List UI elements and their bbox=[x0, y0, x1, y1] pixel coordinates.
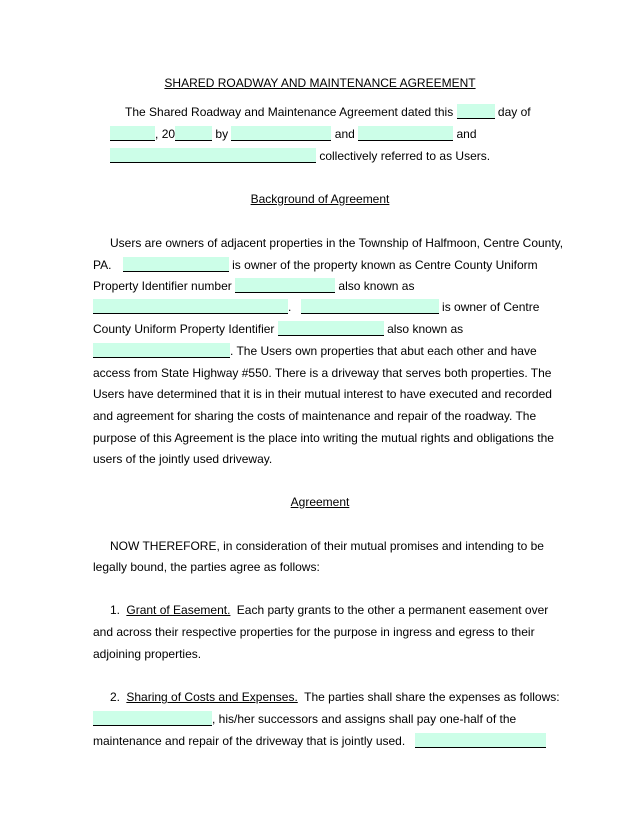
item-1-line-2: and across their respective properties for the purpose in ingress and egress to their bbox=[93, 625, 535, 639]
item-2-title: Sharing of Costs and Expenses. bbox=[126, 690, 298, 704]
background-line-7: access from State Highway #550. There is a driveway that serves both properties. The bbox=[93, 366, 552, 380]
item-2-line-1 bbox=[110, 689, 560, 705]
background-line-9: and agreement for sharing the costs of maintenance and repair of the roadway. The bbox=[93, 409, 537, 423]
document-title: SHARED ROADWAY AND MAINTENANCE AGREEMENT bbox=[164, 76, 476, 90]
aka-text-2: also known as bbox=[387, 322, 464, 336]
background-line-1: Users are owners of adjacent properties in the Township of Halfmoon, Centre County, bbox=[110, 236, 564, 250]
item-1-title: Grant of Easement. bbox=[126, 603, 231, 617]
background-line-3 bbox=[93, 278, 414, 294]
owner-1-field[interactable] bbox=[123, 257, 229, 272]
item-2-line-2 bbox=[93, 711, 516, 727]
owner-2-text: is owner of Centre bbox=[442, 300, 540, 314]
party-3-field[interactable] bbox=[110, 148, 316, 163]
comma-text: , bbox=[155, 127, 159, 141]
maintenance-text: maintenance and repair of the driveway that is jointly used. bbox=[93, 734, 406, 748]
now-therefore-line-1: NOW THEREFORE, in consideration of their mutual promises and intending to be bbox=[110, 539, 544, 553]
party-2-field[interactable] bbox=[358, 126, 453, 141]
successor-party-field[interactable] bbox=[93, 711, 212, 726]
now-therefore-line-2: legally bound, the parties agree as follows: bbox=[93, 560, 320, 574]
background-heading: Background of Agreement bbox=[250, 192, 390, 206]
intro-line-2 bbox=[110, 126, 477, 142]
aka-text-1: also known as bbox=[338, 279, 415, 293]
background-line-6 bbox=[93, 343, 537, 359]
continuation-field[interactable] bbox=[415, 733, 546, 748]
upi-2-field[interactable] bbox=[278, 321, 384, 336]
collective-text: collectively referred to as Users. bbox=[319, 149, 491, 163]
upi-text-1: Property Identifier number bbox=[93, 279, 232, 293]
owner-1-text: is owner of the property known as Centre County Uniform bbox=[232, 258, 538, 272]
year-field[interactable] bbox=[175, 126, 212, 141]
item-2-text: The parties shall share the expenses as follows: bbox=[304, 690, 560, 704]
background-line-11: users of the jointly used driveway. bbox=[93, 452, 273, 466]
item-1-text: Each party grants to the other a permanent easement over bbox=[236, 603, 549, 617]
and-text-2: and bbox=[456, 127, 477, 141]
intro-line-1 bbox=[125, 104, 531, 120]
item-1-number: 1. bbox=[110, 603, 121, 617]
item-2-number: 2. bbox=[110, 690, 121, 704]
intro-line-3 bbox=[110, 148, 490, 164]
party-1-field[interactable] bbox=[231, 126, 331, 141]
item-2-line-3 bbox=[93, 733, 546, 749]
item-1-line-1 bbox=[110, 602, 548, 618]
aka-1-field[interactable] bbox=[93, 299, 288, 314]
background-line-10: purpose of this Agreement is the place into writing the mutual rights and obligations the bbox=[93, 431, 554, 445]
year-prefix: 20 bbox=[161, 127, 176, 141]
day-of-text: day of bbox=[497, 105, 531, 119]
background-line-8: Users have determined that it is in their mutual interest to have executed and recorded bbox=[93, 387, 552, 401]
background-line-2 bbox=[93, 257, 538, 273]
background-line-4 bbox=[93, 299, 539, 315]
abut-text: . The Users own properties that abut each other and have bbox=[230, 344, 537, 358]
agreement-heading: Agreement bbox=[290, 495, 350, 509]
background-line-5 bbox=[93, 321, 463, 337]
period-text: . bbox=[288, 300, 292, 314]
item-1-line-3: adjoining properties. bbox=[93, 647, 202, 661]
owner-2-field[interactable] bbox=[301, 299, 439, 314]
intro-text: The Shared Roadway and Maintenance Agreement dated this bbox=[125, 105, 454, 119]
upi-1-field[interactable] bbox=[235, 278, 335, 293]
successors-text: , his/her successors and assigns shall pay one-half of the bbox=[212, 712, 517, 726]
aka-2-field[interactable] bbox=[93, 343, 230, 358]
upi-text-2: County Uniform Property Identifier bbox=[93, 322, 275, 336]
pa-text: PA. bbox=[93, 258, 112, 272]
day-field[interactable] bbox=[457, 104, 495, 119]
and-text-1: and bbox=[334, 127, 355, 141]
month-field[interactable] bbox=[110, 126, 155, 141]
by-text: by bbox=[215, 127, 229, 141]
